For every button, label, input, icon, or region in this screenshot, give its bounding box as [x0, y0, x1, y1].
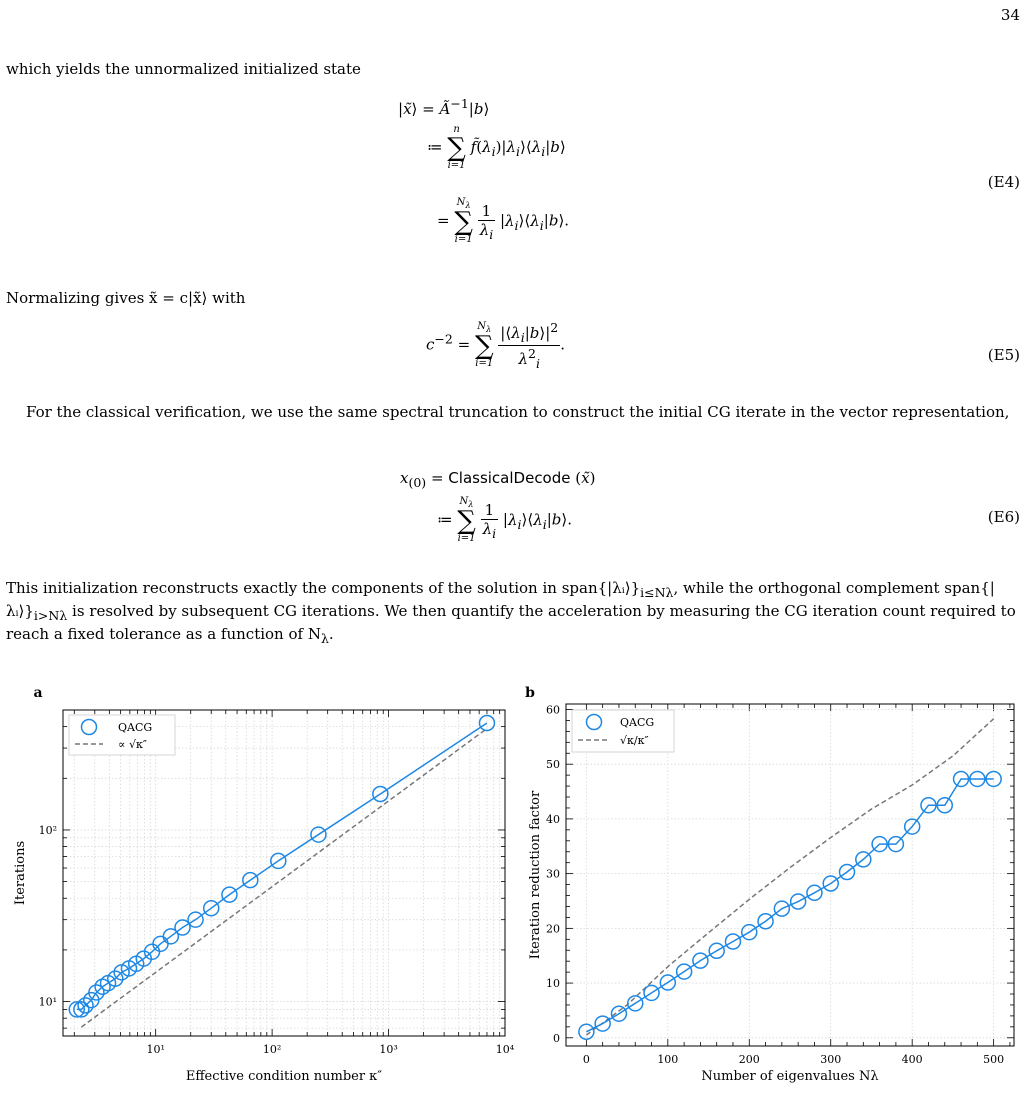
qacg-line: [77, 723, 487, 1009]
y-tick-label: 30: [546, 867, 560, 881]
normalizing-paragraph: Normalizing gives x̃ = c|x̃⟩ with: [6, 289, 246, 307]
x-axis-label: Effective condition number κ″: [185, 1069, 383, 1084]
x-tick-label: 300: [820, 1053, 842, 1066]
x-tick-label: 200: [738, 1053, 760, 1066]
y-tick-label: 0: [553, 1031, 560, 1045]
y-tick-label: 20: [546, 922, 560, 936]
y-tick-label: 10: [546, 977, 560, 991]
x-axis-label: Number of eigenvalues Nλ: [701, 1069, 879, 1084]
equation-e4-tag: (E4): [987, 173, 1020, 191]
y-tick-label: 40: [546, 812, 560, 826]
x-tick-label: 10³: [379, 1043, 398, 1056]
legend-label: √κ/κ″: [620, 734, 649, 747]
plot-frame: [63, 710, 505, 1036]
legend-label: QACG: [118, 721, 153, 734]
classical-paragraph: For the classical verification, we use the same spectral truncation to construct the initial CG iterate in the vector representation,: [26, 403, 1010, 421]
x-tick-label: 500: [983, 1053, 1005, 1066]
panel-label: a: [33, 685, 43, 701]
equation-e4-line2: ≔ n ∑ i=1 $f̃(\lambda_i)|\lambda_i⟩⟨\lambda_i|b⟩$: [427, 124, 566, 171]
initialization-paragraph: This initialization reconstructs exactly the components of the solution in $span\{|\lambda ᵢ⟩\}_{i\le N\lambda}$, while the orthogonal complement $span\{|\lambda ᵢ⟩\}_{i>N\lambda}$ is resolved by subsequent CG iterations. We then quantify the acceleration by measuring the CG iteration count required to reach a fixed tolerance as a function of $N_\lambda$.: [6, 579, 1016, 646]
equation-e6-tag: (E6): [987, 508, 1020, 526]
equation-e4-line1: |x̃⟩ = $Ã^{-1}|b⟩$: [398, 96, 490, 118]
x-tick-label: 10¹: [146, 1043, 165, 1056]
legend-label: ∝ √κ″: [118, 738, 147, 751]
equation-e6-line2: ≔ $N_\lambda$ ∑ i=1 $\frac{1}{\lambda_i}$ $|\lambda_i⟩⟨\lambda_i|b⟩$.: [437, 496, 573, 545]
y-tick-label: 50: [546, 758, 560, 772]
figure-panels: [0, 654, 1028, 1094]
equation-e5-tag: (E5): [987, 346, 1020, 364]
qacg-line: [586, 779, 993, 1032]
y-tick-label: 60: [546, 703, 560, 717]
y-tick-label: 10¹: [38, 995, 57, 1009]
x-tick-label: 100: [657, 1053, 679, 1066]
panel-a-chart: [13, 685, 515, 1084]
equation-e5: $c^{-2}$ = $N_\lambda$ ∑ i=1 $\frac{|⟨\lambda_i|b⟩|^2}{\lambda^2_i}$ .: [426, 320, 566, 371]
equation-e4-line3: = $N_\lambda$ ∑ i=1 $\frac{1}{\lambda_i}$ $|\lambda_i⟩⟨\lambda_i|b⟩$.: [437, 197, 570, 246]
panel-label: b: [525, 685, 535, 701]
x-tick-label: 10⁴: [495, 1043, 515, 1056]
legend-label: QACG: [620, 716, 655, 729]
x-tick-label: 10²: [262, 1043, 282, 1056]
x-tick-label: 400: [901, 1053, 923, 1066]
y-axis-label: Iteration reduction factor: [528, 790, 543, 960]
equation-e6-line1: $x_{(0)}$ = ClassicalDecode (x̃): [400, 469, 596, 490]
panel-b-chart: [525, 685, 1014, 1084]
y-axis-label: Iterations: [13, 840, 28, 906]
reference-curve: [586, 719, 993, 1035]
page-number: 34: [1000, 6, 1020, 24]
plot-frame: [566, 704, 1014, 1046]
classical-decode-label: ClassicalDecode: [448, 469, 571, 487]
x-tick-label: 0: [582, 1053, 590, 1066]
reference-line: [81, 729, 487, 1028]
intro-paragraph: which yields the unnormalized initialized state: [6, 60, 361, 78]
y-tick-label: 10²: [38, 823, 57, 837]
